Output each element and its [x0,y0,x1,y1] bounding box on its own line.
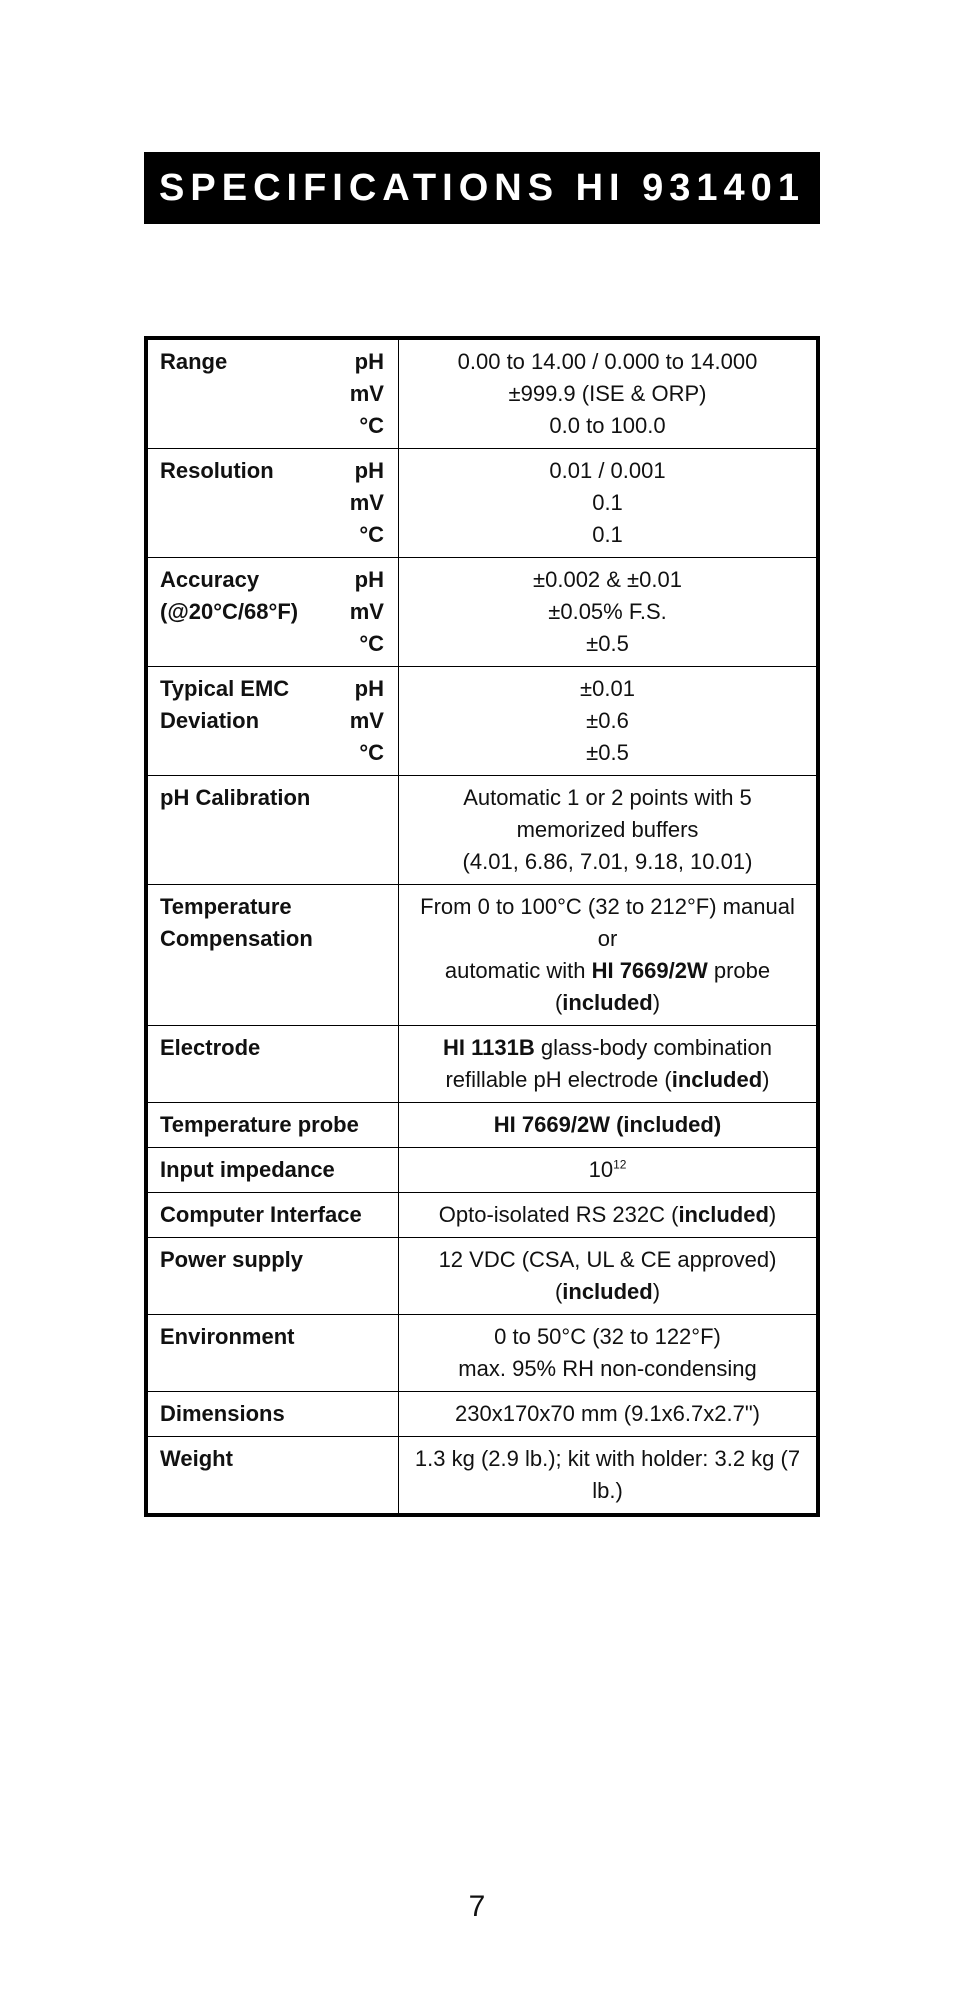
specifications-table [144,336,820,1517]
label-text: (@20°C/68°F) [160,599,299,624]
value-line: 0 to 50°C (32 to 122°F) [494,1324,721,1349]
label-text: Temperature probe [160,1112,359,1137]
row-value [399,338,819,449]
value-line [411,1109,804,1141]
row-label [146,1026,399,1103]
row-value [399,1026,819,1103]
included-note: included [678,1202,769,1227]
label-text: Temperature [160,894,292,919]
label-text: Typical EMC [160,676,290,701]
row-value [399,1315,819,1392]
included-note: included [562,1279,653,1304]
row-label [146,667,399,776]
label-text: Power supply [160,1247,304,1272]
model-number: HI 7669/2W [591,958,708,983]
row-label [146,1103,399,1148]
row-value [399,1238,819,1315]
value-line [411,1032,804,1064]
table-row [146,1238,818,1315]
row-value [399,1103,819,1148]
value-line: ±0.01 [580,676,635,701]
label-text: Compensation [160,926,313,951]
value-line: From 0 to 100°C (32 to 212°F) manual or [420,894,795,951]
label-text: Weight [160,1446,233,1471]
unit-mv: mV [349,381,384,406]
value-line: 1.3 kg (2.9 lb.); kit with holder: 3.2 kg (7 lb.) [414,1446,801,1503]
label-text: Range [160,349,228,374]
table-row [146,558,818,667]
unit-ph: pH [354,567,384,592]
model-number: HI 1131B [443,1035,535,1060]
included-note: (included) [609,1112,722,1137]
value-text: glass-body combination [534,1035,772,1060]
value-line: ±0.5 [586,740,629,765]
value-text: ) [652,1279,661,1304]
value-line [411,1199,804,1231]
row-label [146,776,399,885]
label-text: Computer Interface [160,1202,362,1227]
row-label [146,1193,399,1238]
table-row [146,776,818,885]
page-number: 7 [468,1890,486,1923]
value-text: 12 VDC (CSA, UL & CE approved) ( [438,1247,777,1304]
unit-celsius: °C [359,740,384,765]
label-text: Dimensions [160,1401,285,1426]
value-line: 0.0 to 100.0 [549,413,666,438]
included-note: included [562,990,653,1015]
value-line [411,1154,804,1186]
value-line: 0.1 [592,490,623,515]
value-line [411,1244,804,1308]
value-line: ±999.9 (ISE & ORP) [508,381,707,406]
unit-celsius: °C [359,522,384,547]
value-line [411,1064,804,1096]
value-line: ±0.002 & ±0.01 [533,567,682,592]
table-row [146,1193,818,1238]
label-text: Electrode [160,1035,261,1060]
row-label [146,1437,399,1516]
row-label [146,558,399,667]
unit-celsius: °C [359,413,384,438]
unit-mv: mV [349,490,384,515]
model-number: HI 7669/2W [493,1112,610,1137]
label-text: Accuracy [160,567,260,592]
row-label [146,338,399,449]
value-line: Automatic 1 or 2 points with 5 memorized buffers [463,785,752,842]
value-line: 0.01 / 0.001 [549,458,666,483]
value-line: 0.1 [592,522,623,547]
row-label [146,449,399,558]
row-label [146,1148,399,1193]
label-text: pH Calibration [160,785,311,810]
value-exponent: 12 [613,1157,627,1172]
value-text: ) [652,990,661,1015]
row-value [399,1148,819,1193]
row-value [399,449,819,558]
unit-ph: pH [354,676,384,701]
unit-ph: pH [354,458,384,483]
table-row [146,1315,818,1392]
value-text: ) [768,1202,777,1227]
unit-ph: pH [354,349,384,374]
value-text: refillable pH electrode ( [445,1067,672,1092]
table-row [146,1103,818,1148]
row-label [146,1392,399,1437]
row-value [399,885,819,1026]
unit-mv: mV [349,708,384,733]
table-row [146,449,818,558]
value-base: 10 [588,1157,614,1182]
unit-mv: mV [349,599,384,624]
value-text: ) [762,1067,770,1092]
table-row [146,667,818,776]
table-row [146,885,818,1026]
row-value [399,776,819,885]
label-text: Environment [160,1324,295,1349]
value-line [411,955,804,1019]
row-label [146,885,399,1026]
value-text: automatic with [444,958,592,983]
value-line: max. 95% RH non-condensing [458,1356,757,1381]
row-value [399,558,819,667]
table-row [146,1026,818,1103]
row-value [399,667,819,776]
label-text: Deviation [160,708,260,733]
row-label [146,1315,399,1392]
label-text: Input impedance [160,1157,335,1182]
value-line: (4.01, 6.86, 7.01, 9.18, 10.01) [462,849,753,874]
value-line: 230x170x70 mm (9.1x6.7x2.7") [455,1401,760,1426]
page-title: SPECIFICATIONS HI 931401 [144,152,820,224]
table-row [146,1392,818,1437]
value-text: Opto-isolated RS 232C ( [438,1202,679,1227]
row-value [399,1392,819,1437]
row-value [399,1193,819,1238]
unit-celsius: °C [359,631,384,656]
table-row [146,1148,818,1193]
included-note: included [671,1067,763,1092]
row-value [399,1437,819,1516]
table-row [146,338,818,449]
label-text: Resolution [160,458,274,483]
table-row [146,1437,818,1516]
value-line: ±0.5 [586,631,629,656]
value-text: probe ( [554,958,771,1015]
row-label [146,1238,399,1315]
value-line: ±0.6 [586,708,629,733]
value-line: 0.00 to 14.00 / 0.000 to 14.000 [457,349,758,374]
value-line: ±0.05% F.S. [548,599,667,624]
